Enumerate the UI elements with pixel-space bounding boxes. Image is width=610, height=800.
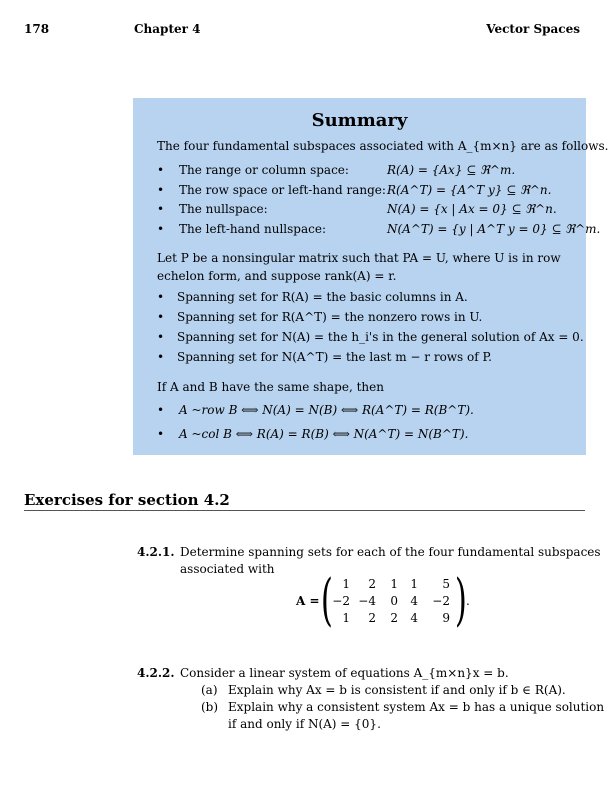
spanning-item: Spanning set for R(A^T) = the nonzero rows in U. [177,310,483,324]
spanning-item: Spanning set for N(A^T) = the last m − r rows of P. [177,350,492,364]
bullet-icon: • [157,330,165,344]
part-label: (a) [201,683,218,697]
matrix-period: . [466,594,470,608]
matrix-label: A = [296,594,320,608]
bullet-icon: • [157,427,165,441]
spanning-item: Spanning set for N(A) = the h_i's in the general solution of Ax = 0. [177,330,584,344]
chapter-label: Chapter 4 [134,22,201,36]
matrix-cell: −2 [332,594,350,608]
part-text: Explain why Ax = b is consistent if and only if b ∈ R(A). [228,683,566,697]
part-text-cont: if and only if N(A) = {0}. [228,717,381,731]
matrix-cell: 9 [442,611,450,625]
heading-rule [24,510,585,511]
part-text: Explain why a consistent system Ax = b has a unique solution [228,700,605,714]
matrix-cell: −4 [358,594,376,608]
matrix-cell: 1 [390,577,398,591]
section-label: Vector Spaces [486,22,580,36]
bullet-icon: • [157,290,165,304]
summary-title: Summary [311,110,408,131]
exercises-heading: Exercises for section 4.2 [24,491,230,509]
summary-paragraph: echelon form, and suppose rank(A) = r. [157,269,397,283]
matrix-cell: 1 [410,577,418,591]
matrix-cell: 4 [410,611,418,625]
exercise-text: Determine spanning sets for each of the four fundamental subspaces [180,545,601,559]
subspace-name: The row space or left-hand range: [179,183,386,197]
subspace-name: The nullspace: [179,202,268,216]
exercise-number: 4.2.1. [137,545,175,559]
matrix [320,568,502,633]
left-paren: ( [320,568,333,633]
right-paren: ) [454,568,467,633]
bullet-icon: • [157,222,165,236]
bullet-icon: • [157,403,165,417]
matrix-cell: 2 [368,611,376,625]
matrix-cell: 1 [342,611,350,625]
bullet-icon: • [157,202,165,216]
spanning-item: Spanning set for R(A) = the basic columns in A. [177,290,468,304]
subspace-formula: R(A^T) = {A^T y} ⊆ ℜ^n. [387,183,552,197]
bullet-icon: • [157,183,165,197]
part-label: (b) [201,700,219,714]
matrix-cell: 2 [368,577,376,591]
page-number: 178 [24,22,50,36]
exercise-text: associated with [180,562,275,576]
matrix-cell: 5 [442,577,450,591]
summary-box [133,98,609,455]
subspace-formula: N(A^T) = {y | A^T y = 0} ⊆ ℜ^m. [387,222,601,236]
equivalence-row: A ~row B ⟺ N(A) = N(B) ⟺ R(A^T) = R(B^T). [179,403,474,417]
bullet-icon: • [157,310,165,324]
subspace-formula: N(A) = {x | Ax = 0} ⊆ ℜ^n. [387,202,557,216]
subspace-formula: R(A) = {Ax} ⊆ ℜ^m. [387,163,516,177]
subspace-name: The range or column space: [179,163,349,177]
summary-intro: The four fundamental subspaces associated with A_{m×n} are as follows. [157,139,609,153]
exercise-number: 4.2.2. [137,666,175,680]
matrix-cell: −2 [432,594,450,608]
matrix-cell: 2 [390,611,398,625]
bullet-icon: • [157,350,165,364]
exercise-text: Consider a linear system of equations A_{m×n}x = b. [180,666,509,680]
subspace-name: The left-hand nullspace: [179,222,327,236]
matrix-cell: 1 [342,577,350,591]
matrix-cell: 4 [410,594,418,608]
bullet-icon: • [157,163,165,177]
equivalence-col: A ~col B ⟺ R(A) = R(B) ⟺ N(A^T) = N(B^T). [179,427,469,441]
summary-paragraph: If A and B have the same shape, then [157,380,384,394]
matrix-cell: 0 [390,594,398,608]
summary-paragraph: Let P be a nonsingular matrix such that PA = U, where U is in row [157,251,561,265]
